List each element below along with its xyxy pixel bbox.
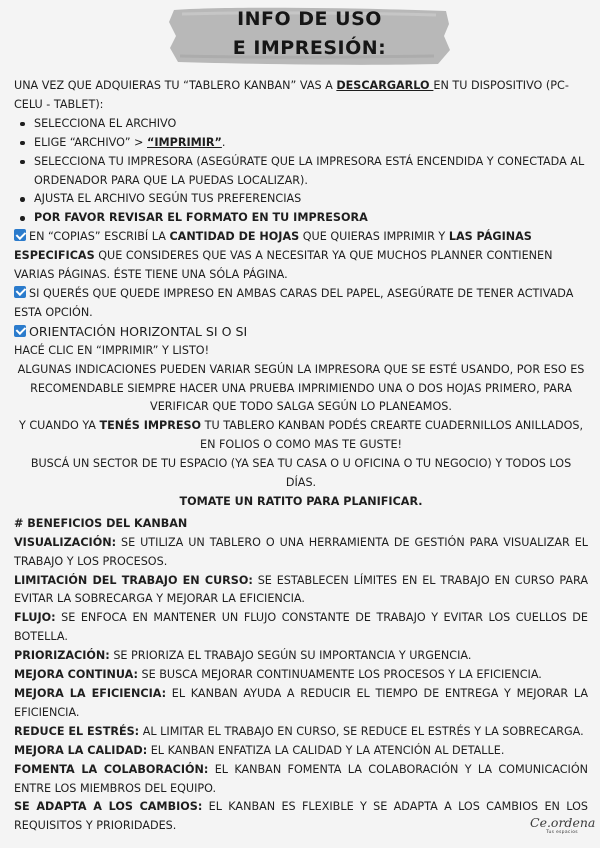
checkbox-checked-icon <box>14 229 26 241</box>
benefit-item <box>14 572 588 610</box>
title-banner <box>168 6 451 66</box>
step-choose-file: ELIGE “ARCHIVO” > <box>34 135 147 149</box>
intro-paragraph <box>14 77 588 115</box>
list-item <box>34 134 588 153</box>
benefit-description: SE ENFOCA EN MANTENER UN FLUJO CONSTANTE DE TRABAJO Y EVITAR LOS CUELLOS DE BOTELLA. <box>14 611 588 644</box>
check-orientation <box>14 323 588 342</box>
done-line: HACÉ CLIC EN “IMPRIMIR” Y LISTO! <box>14 343 210 357</box>
benefit-description: AL LIMITAR EL TRABAJO EN CURSO, SE REDUCE EL ESTRÉS Y LA SOBRECARGA. <box>139 724 584 738</box>
printed-emphasis: TENÉS IMPRESO <box>99 419 202 433</box>
check-copies-text-3: QUE CONSIDERES QUE VAS A NECESITAR YA QUE MUCHOS PLANNER CONTIENEN VARIAS PÁGINAS. ÉSTE TIENE UNA SÓLA PÁGINA. <box>14 249 553 282</box>
benefit-term: MEJORA LA CALIDAD: <box>14 743 148 757</box>
check-duplex <box>14 285 588 323</box>
benefit-description: SE UTILIZA UN TABLERO O UNA HERRAMIENTA DE GESTIÓN PARA VISUALIZAR EL TRABAJO Y LOS PROCESOS. <box>14 535 588 568</box>
checkbox-checked-icon <box>14 286 26 298</box>
logo-tagline: Tus espacios <box>546 830 578 835</box>
benefit-term: MEJORA LA EFICIENCIA: <box>14 687 167 700</box>
benefit-description: EL KANBAN ES FLEXIBLE Y SE ADAPTA A LOS CAMBIOS EN LOS REQUISITOS Y PRIORIDADES. <box>14 800 588 833</box>
ratito-line: TOMATE UN RATITO PARA PLANIFICAR. <box>179 494 423 508</box>
step-select-file: SELECCIONA EL ARCHIVO <box>34 116 177 130</box>
benefit-description: EL KANBAN AYUDA A REDUCIR EL TIEMPO DE ENTREGA Y MEJORAR LA EFICIENCIA. <box>14 687 588 719</box>
printed-paragraph <box>14 417 588 455</box>
benefit-term: REDUCE EL ESTRÉS: <box>14 724 140 738</box>
checkbox-checked-icon <box>14 325 26 337</box>
benefit-term: LIMITACIÓN DEL TRABAJO EN CURSO: <box>14 573 253 587</box>
download-emphasis: DESCARGARLO <box>336 79 434 92</box>
printed-text: Y CUANDO YA <box>18 419 100 433</box>
step-print-emphasis: “IMPRIMIR” <box>147 135 222 149</box>
benefit-term: SE ADAPTA A LOS CAMBIOS: <box>14 800 203 814</box>
title-line-1: INFO DE USO <box>237 8 382 30</box>
benefit-term: MEJORA CONTINUA: <box>14 668 138 682</box>
benefit-item <box>14 742 588 761</box>
check-copies-text-2: QUE QUIERAS IMPRIMIR Y <box>299 230 449 244</box>
benefit-item <box>14 761 588 799</box>
check-orientation-text: ORIENTACIÓN HORIZONTAL SI O SI <box>29 323 248 339</box>
step-check-format: POR FAVOR REVISAR EL FORMATO EN TU IMPRESORA <box>34 211 368 225</box>
benefit-item <box>14 798 588 836</box>
step-select-printer: SELECCIONA TU IMPRESORA (ASEGÚRATE QUE LA IMPRESORA ESTÁ ENCENDIDA Y CONECTADA AL ORDENADOR PARA QUE LA PUEDAS LOCALIZAR). <box>34 154 585 187</box>
benefit-item <box>14 685 588 723</box>
brand-logo <box>530 816 594 836</box>
check-copies <box>14 228 588 285</box>
benefit-description: EL KANBAN ENFATIZA LA CALIDAD Y LA ATENCIÓN AL DETALLE. <box>147 743 505 757</box>
check-pages-emphasis: LAS PÁGINAS ESPECIFICAS <box>14 230 532 263</box>
benefit-description: SE BUSCA MEJORAR CONTINUAMENTE LOS PROCESOS Y LA EFICIENCIA. <box>137 668 542 682</box>
printer-note: ALGUNAS INDICACIONES PUEDEN VARIAR SEGÚN LA IMPRESORA QUE SE ESTÉ USANDO, POR ESO ES RECOMENDABLE SIEMPRE HACER UNA PRUEBA IMPRIMIENDO UNA O DOS HOJAS PRIMERO, PARA VERIFICAR QUE TODO SALGA SEGÚN LO PLANEAMOS. <box>17 362 585 414</box>
benefit-term: FLUJO: <box>14 611 56 625</box>
logo-text: Ce.ordena <box>530 815 596 830</box>
step-period: . <box>221 135 226 149</box>
title-line-2: E IMPRESIÓN: <box>232 37 387 59</box>
sector-paragraph: BUSCÁ UN SECTOR DE TU ESPACIO (YA SEA TU CASA O U OFICINA O TU NEGOCIO) Y TODOS LOS DÍAS. <box>30 457 572 490</box>
benefits-section <box>14 515 588 836</box>
benefit-description: SE ESTABLECEN LÍMITES EN EL TRABAJO EN CURSO PARA EVITAR LA SOBRECARGA Y MEJORAR LA EFICIENCIA. <box>14 573 588 606</box>
document-body <box>14 77 588 836</box>
benefits-heading: # BENEFICIOS DEL KANBAN <box>14 516 188 530</box>
benefit-item <box>14 647 588 666</box>
benefit-term: PRIORIZACIÓN: <box>14 649 110 663</box>
benefit-item <box>14 534 588 572</box>
check-duplex-text: SI QUERÉS QUE QUEDE IMPRESO EN AMBAS CARAS DEL PAPEL, ASEGÚRATE DE TENER ACTIVADA ESTA OPCIÓN. <box>14 286 574 319</box>
list-item <box>34 209 588 228</box>
check-copies-emphasis: CANTIDAD DE HOJAS <box>169 230 300 244</box>
benefit-item <box>14 723 588 742</box>
benefit-description: SE PRIORIZA EL TRABAJO SEGÚN SU IMPORTANCIA Y URGENCIA. <box>109 649 472 663</box>
step-adjust-file: AJUSTA EL ARCHIVO SEGÚN TUS PREFERENCIAS <box>34 192 302 206</box>
benefit-term: FOMENTA LA COLABORACIÓN: <box>14 762 209 776</box>
benefits-list <box>14 534 588 837</box>
list-item <box>34 153 588 191</box>
check-copies-text: EN “COPIAS” ESCRIBÍ LA <box>29 230 170 244</box>
benefit-item <box>14 609 588 647</box>
intro-text-end: EN TU DISPOSITIVO (PC-CELU - TABLET): <box>14 79 569 111</box>
intro-text: UNA VEZ QUE ADQUIERAS TU “TABLERO KANBAN” VAS A <box>14 79 337 92</box>
list-item <box>34 190 588 209</box>
benefit-item <box>14 666 588 685</box>
benefit-term: VISUALIZACIÓN: <box>14 535 117 549</box>
list-item <box>34 115 588 134</box>
printed-text-end: TU TABLERO KANBAN PODÉS CREARTE CUADERNILLOS ANILLADOS, EN FOLIOS O COMO MAS TE GUSTE! <box>200 419 584 452</box>
steps-list <box>14 115 588 228</box>
benefit-description: EL KANBAN FOMENTA LA COLABORACIÓN Y LA COMUNICACIÓN ENTRE LOS MIEMBROS DEL EQUIPO. <box>14 762 589 795</box>
